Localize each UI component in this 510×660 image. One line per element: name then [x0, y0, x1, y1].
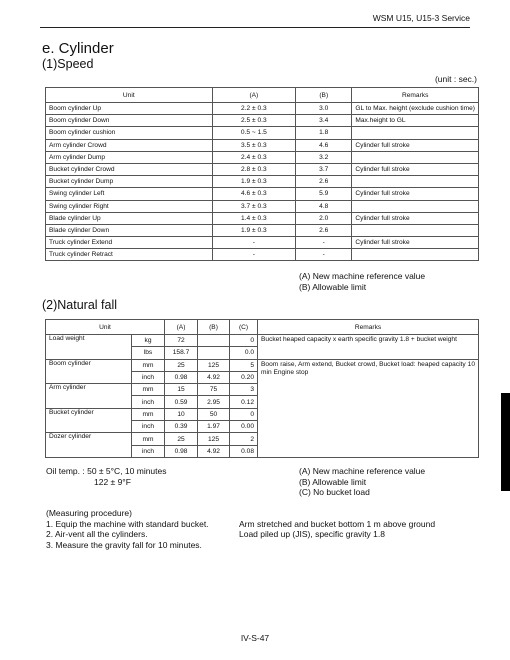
speed-row — [46, 115, 479, 127]
speed-cell-b: 2.6 — [296, 176, 352, 188]
fall-cell-a: 25 — [165, 433, 198, 445]
speed-cell-unit: Arm cylinder Crowd — [46, 139, 213, 151]
oil-temp-line-1: Oil temp. : 50 ± 5°C, 10 minutes — [46, 466, 167, 476]
fall-cell-measure: mm — [132, 384, 165, 396]
fall-cell-b: 4.92 — [198, 371, 230, 383]
col-header-remarks: Remarks — [352, 88, 479, 103]
fall-col-c: (C) — [230, 320, 258, 335]
speed-cell-a: 3.5 ± 0.3 — [212, 139, 296, 151]
speed-cell-unit: Swing cylinder Right — [46, 200, 213, 212]
fall-cell-unit: Load weight — [46, 335, 132, 360]
speed-cell-b: 1.8 — [296, 127, 352, 139]
fall-cell-measure: mm — [132, 359, 165, 371]
fall-table — [45, 319, 479, 458]
fall-legend-c: (C) No bucket load — [299, 487, 370, 497]
page-number: IV-S-47 — [240, 633, 270, 643]
fall-cell-a: 0.98 — [165, 371, 198, 383]
legend-b: (B) Allowable limit — [299, 281, 367, 292]
fall-cell-b: 2.95 — [198, 396, 230, 408]
fall-cell-measure: lbs — [132, 347, 165, 359]
speed-cell-a: 1.9 ± 0.3 — [212, 224, 296, 236]
fall-cell-measure: inch — [132, 421, 165, 433]
fall-cell-unit: Boom cylinder — [46, 359, 132, 384]
fall-remark-load: Bucket heaped capacity x earth specific gravity 1.8 + bucket weight — [258, 335, 479, 360]
fall-remark-cylinders: Boom raise, Arm extend, Bucket crowd, Bucket load: heaped capacity 10 min Engine stop — [258, 359, 479, 457]
speed-cell-unit: Truck cylinder Retract — [46, 249, 213, 261]
speed-cell-b: - — [296, 237, 352, 249]
speed-row — [46, 200, 479, 212]
fall-cell-c: 0 — [230, 408, 258, 420]
speed-row — [46, 103, 479, 115]
speed-row — [46, 139, 479, 151]
fall-cell-c: 0.0 — [230, 347, 258, 359]
legend-a: (A) New machine reference value — [299, 271, 426, 281]
fall-cell-b — [198, 335, 230, 347]
speed-cell-b: 3.0 — [296, 103, 352, 115]
speed-table — [45, 87, 479, 261]
procedure-step-1: 1. Equip the machine with standard bucket. — [46, 518, 209, 529]
fall-cell-a: 0.59 — [165, 396, 198, 408]
speed-cell-unit: Boom cylinder Down — [46, 115, 213, 127]
fall-col-b: (B) — [198, 320, 230, 335]
fall-cell-c: 2 — [230, 433, 258, 445]
fall-cell-measure: kg — [132, 335, 165, 347]
fall-cell-b — [198, 347, 230, 359]
fall-row — [46, 335, 479, 347]
fall-cell-a: 158.7 — [165, 347, 198, 359]
speed-cell-a: - — [212, 237, 296, 249]
fall-cell-b: 125 — [198, 359, 230, 371]
oil-temperature — [46, 466, 167, 487]
procedure-note-2: Load piled up (JIS), specific gravity 1.8 — [239, 529, 385, 539]
procedure-step-2: 2. Air-vent all the cylinders. — [46, 529, 148, 539]
speed-cell-unit: Swing cylinder Left — [46, 188, 213, 200]
fall-row — [46, 359, 479, 371]
speed-cell-b: 4.6 — [296, 139, 352, 151]
fall-cell-b: 4.92 — [198, 445, 230, 457]
fall-legend-b: (B) Allowable limit — [299, 476, 367, 487]
fall-col-unit: Unit — [46, 320, 165, 335]
speed-cell-remarks — [352, 176, 479, 188]
speed-cell-a: 3.7 ± 0.3 — [212, 200, 296, 212]
speed-cell-a: - — [212, 249, 296, 261]
fall-title: (2)Natural fall — [42, 298, 118, 312]
speed-cell-b: 2.0 — [296, 212, 352, 224]
speed-cell-remarks — [352, 151, 479, 163]
fall-cell-measure: inch — [132, 396, 165, 408]
speed-cell-remarks — [352, 224, 479, 236]
speed-cell-a: 1.9 ± 0.3 — [212, 176, 296, 188]
speed-cell-remarks — [352, 249, 479, 261]
speed-cell-b: 4.8 — [296, 200, 352, 212]
fall-cell-c: 0.00 — [230, 421, 258, 433]
speed-legend — [299, 271, 425, 292]
speed-cell-unit: Boom cylinder Up — [46, 103, 213, 115]
speed-cell-unit: Blade cylinder Up — [46, 212, 213, 224]
fall-cell-unit: Bucket cylinder — [46, 408, 132, 433]
speed-cell-b: 3.2 — [296, 151, 352, 163]
speed-cell-remarks: Cylinder full stroke — [352, 188, 479, 200]
fall-cell-unit: Arm cylinder — [46, 384, 132, 409]
fall-col-remarks: Remarks — [258, 320, 479, 335]
speed-cell-b: 3.4 — [296, 115, 352, 127]
procedure-title: (Measuring procedure) — [46, 508, 132, 518]
fall-cell-c: 3 — [230, 384, 258, 396]
speed-title: (1)Speed — [42, 57, 94, 71]
speed-cell-unit: Blade cylinder Down — [46, 224, 213, 236]
fall-legend — [299, 466, 425, 498]
speed-cell-a: 4.6 ± 0.3 — [212, 188, 296, 200]
speed-cell-b: - — [296, 249, 352, 261]
procedure-note-1: Arm stretched and bucket bottom 1 m above ground — [239, 518, 436, 529]
speed-cell-a: 2.8 ± 0.3 — [212, 163, 296, 175]
speed-cell-unit: Boom cylinder cushion — [46, 127, 213, 139]
speed-cell-remarks — [352, 200, 479, 212]
speed-row — [46, 224, 479, 236]
fall-col-a: (A) — [165, 320, 198, 335]
oil-temp-line-2: 122 ± 9°F — [94, 476, 131, 487]
speed-cell-a: 2.4 ± 0.3 — [212, 151, 296, 163]
header-rule — [40, 27, 470, 28]
fall-cell-a: 0.98 — [165, 445, 198, 457]
speed-cell-b: 3.7 — [296, 163, 352, 175]
section-title: e. Cylinder — [42, 40, 114, 57]
fall-cell-a: 10 — [165, 408, 198, 420]
fall-cell-c: 0.20 — [230, 371, 258, 383]
fall-cell-a: 72 — [165, 335, 198, 347]
speed-cell-a: 1.4 ± 0.3 — [212, 212, 296, 224]
procedure-step-3: 3. Measure the gravity fall for 10 minutes. — [46, 539, 202, 550]
fall-cell-c: 0.08 — [230, 445, 258, 457]
speed-cell-a: 2.2 ± 0.3 — [212, 103, 296, 115]
speed-cell-remarks — [352, 127, 479, 139]
fall-cell-a: 25 — [165, 359, 198, 371]
speed-row — [46, 163, 479, 175]
fall-cell-unit: Dozer cylinder — [46, 433, 132, 458]
col-header-unit: Unit — [46, 88, 213, 103]
fall-cell-measure: inch — [132, 445, 165, 457]
speed-cell-a: 2.5 ± 0.3 — [212, 115, 296, 127]
speed-cell-remarks: Cylinder full stroke — [352, 237, 479, 249]
speed-cell-unit: Bucket cylinder Dump — [46, 176, 213, 188]
speed-row — [46, 249, 479, 261]
fall-cell-measure: mm — [132, 433, 165, 445]
speed-cell-a: 0.5 ~ 1.5 — [212, 127, 296, 139]
unit-note: (unit : sec.) — [434, 74, 477, 84]
speed-cell-remarks: GL to Max. height (exclude cushion time) — [352, 103, 479, 115]
fall-cell-c: 0 — [230, 335, 258, 347]
speed-row — [46, 151, 479, 163]
fall-cell-a: 0.39 — [165, 421, 198, 433]
fall-cell-a: 15 — [165, 384, 198, 396]
speed-cell-remarks: Max.height to GL — [352, 115, 479, 127]
speed-cell-unit: Truck cylinder Extend — [46, 237, 213, 249]
speed-row — [46, 176, 479, 188]
page-header: WSM U15, U15-3 Service — [372, 13, 470, 23]
speed-cell-unit: Arm cylinder Dump — [46, 151, 213, 163]
fall-table-header — [46, 320, 479, 335]
fall-cell-c: 5 — [230, 359, 258, 371]
col-header-a: (A) — [212, 88, 296, 103]
section-tab-marker — [501, 393, 510, 491]
speed-row — [46, 237, 479, 249]
speed-cell-b: 2.6 — [296, 224, 352, 236]
col-header-b: (B) — [296, 88, 352, 103]
fall-cell-b: 75 — [198, 384, 230, 396]
speed-cell-unit: Bucket cylinder Crowd — [46, 163, 213, 175]
measuring-procedure — [46, 508, 476, 550]
speed-cell-remarks: Cylinder full stroke — [352, 212, 479, 224]
fall-legend-a: (A) New machine reference value — [299, 466, 426, 476]
fall-cell-b: 125 — [198, 433, 230, 445]
speed-cell-b: 5.9 — [296, 188, 352, 200]
fall-cell-measure: mm — [132, 408, 165, 420]
fall-cell-measure: inch — [132, 371, 165, 383]
fall-cell-b: 1.97 — [198, 421, 230, 433]
speed-table-header — [46, 88, 479, 103]
speed-row — [46, 188, 479, 200]
speed-row — [46, 127, 479, 139]
speed-row — [46, 212, 479, 224]
fall-cell-c: 0.12 — [230, 396, 258, 408]
speed-cell-remarks: Cylinder full stroke — [352, 163, 479, 175]
fall-cell-b: 50 — [198, 408, 230, 420]
speed-cell-remarks: Cylinder full stroke — [352, 139, 479, 151]
